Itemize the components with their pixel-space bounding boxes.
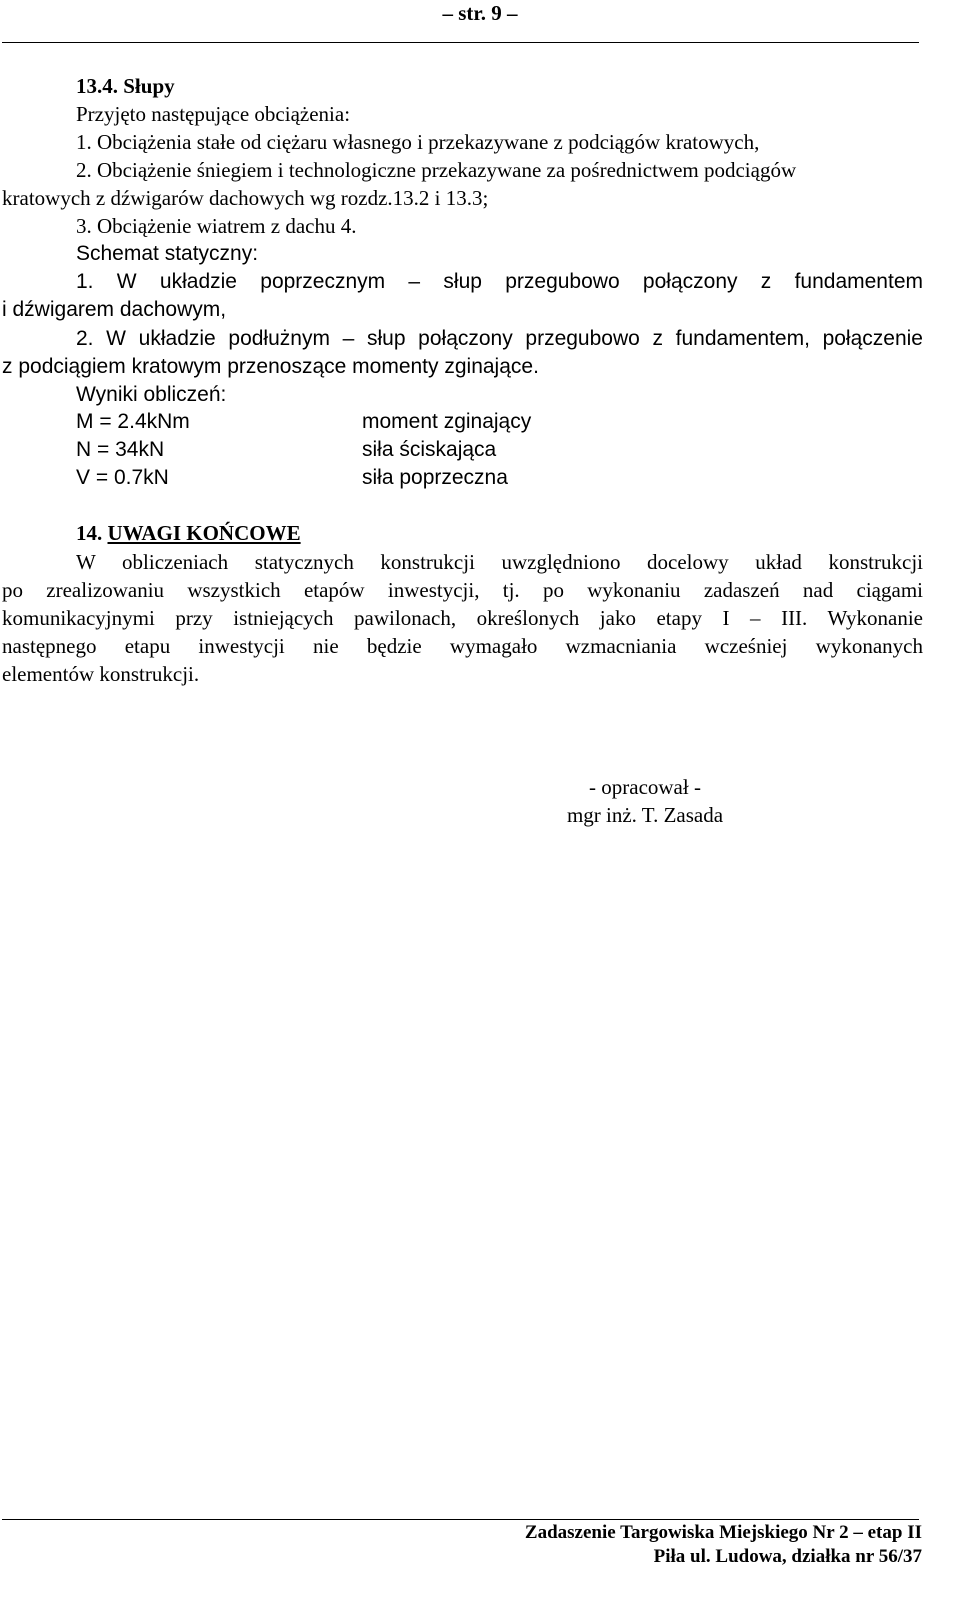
section-14-heading [76, 519, 301, 547]
footer-project-title: Zadaszenie Targowiska Miejskiego Nr 2 – etap II [524, 1522, 922, 1543]
section-14-number: 14. [76, 521, 103, 545]
load-item-2-cont: kratowych z dźwigarów dachowych wg rozdz.13.2 i 13.3; [2, 186, 489, 210]
result-n-description: siła ściskająca [362, 438, 497, 461]
result-v-description: siła poprzeczna [362, 466, 508, 489]
result-m-description: moment zginający [362, 410, 532, 433]
results-label: Wyniki obliczeń: [76, 383, 227, 406]
conclusion-line-3: komunikacyjnymi przy istniejących pawilonach, określonych jako etapy I – III. Wykonanie [2, 606, 923, 630]
section-13-4-title: 13.4. Słupy [76, 74, 175, 98]
load-item-3: 3. Obciążenie wiatrem z dachu 4. [76, 214, 357, 238]
scheme-item-2-cont: z podciągiem kratowym przenoszące momenty zginające. [2, 355, 539, 378]
conclusion-line-5: elementów konstrukcji. [2, 662, 200, 686]
scheme-item-1: 1. W układzie poprzecznym – słup przegubowo połączony z fundamentem [76, 270, 923, 293]
page-number: – str. 9 – [442, 1, 518, 25]
result-n-value: N = 34kN [76, 438, 165, 461]
header-rule [2, 42, 919, 43]
author-name: mgr inż. T. Zasada [566, 803, 724, 827]
conclusion-line-1: W obliczeniach statycznych konstrukcji uwzględniono docelowy układ konstrukcji [76, 550, 923, 574]
section-14-title: UWAGI KOŃCOWE [107, 521, 301, 545]
conclusion-line-4: następnego etapu inwestycji nie będzie wymagało wzmacniania wcześniej wykonanych [2, 634, 923, 658]
result-m-value: M = 2.4kNm [76, 410, 190, 433]
result-v-value: V = 0.7kN [76, 466, 169, 489]
footer-location: Piła ul. Ludowa, działka nr 56/37 [653, 1546, 922, 1567]
conclusion-line-2: po zrealizowaniu wszystkich etapów inwestycji, tj. po wykonaniu zadaszeń nad ciągami [2, 578, 923, 602]
scheme-item-1-cont: i dźwigarem dachowym, [2, 298, 227, 321]
loads-intro: Przyjęto następujące obciążenia: [76, 102, 351, 126]
load-item-1: 1. Obciążenia stałe od ciężaru własnego i przekazywane z podciągów kratowych, [76, 130, 760, 154]
footer-rule [2, 1519, 919, 1520]
load-item-2: 2. Obciążenie śniegiem i technologiczne przekazywane za pośrednictwem podciągów [76, 158, 797, 182]
scheme-item-2: 2. W układzie podłużnym – słup połączony przegubowo z fundamentem, połączenie [76, 327, 923, 350]
prepared-by-label: - opracował - [589, 775, 701, 799]
scheme-label: Schemat statyczny: [76, 242, 259, 265]
